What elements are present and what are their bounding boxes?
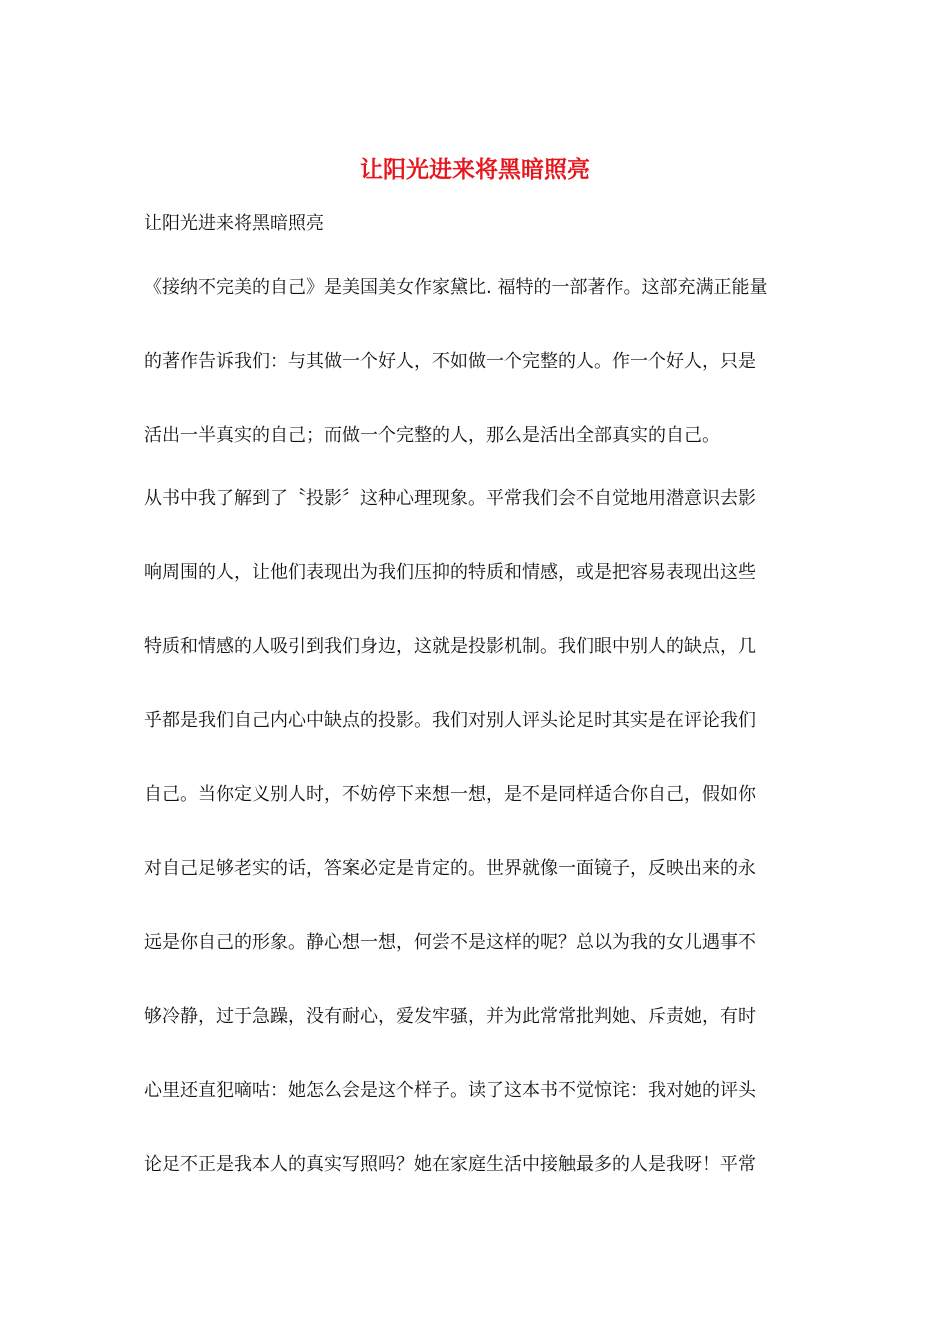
body-line: 对自己足够老实的话，答案必定是肯定的。世界就像一面镜子，反映出来的永 [144, 858, 756, 879]
body-line: 乎都是我们自己内心中缺点的投影。我们对别人评头论足时其实是在评论我们 [144, 710, 756, 731]
body-line: 《接纳不完美的自己》是美国美女作家黛比. 福特的一部著作。这部充满正能量 [144, 277, 768, 298]
body-line: 自己。当你定义别人时，不妨停下来想一想，是不是同样适合你自己，假如你 [144, 784, 756, 805]
body-line: 特质和情感的人吸引到我们身边，这就是投影机制。我们眼中别人的缺点，几 [144, 636, 756, 657]
body-line: 论足不正是我本人的真实写照吗？她在家庭生活中接触最多的人是我呀！平常 [144, 1154, 756, 1175]
body-line: 远是你自己的形象。静心想一想，何尝不是这样的呢？总以为我的女儿遇事不 [144, 932, 756, 953]
body-line: 心里还直犯嘀咕：她怎么会是这个样子。读了这本书不觉惊诧：我对她的评头 [144, 1080, 756, 1101]
body-line: 够冷静，过于急躁，没有耐心，爱发牢骚，并为此常常批判她、斥责她，有时 [144, 1006, 756, 1027]
body-line: 从书中我了解到了〝投影〞这种心理现象。平常我们会不自觉地用潜意识去影 [144, 488, 756, 509]
body-line: 响周围的人，让他们表现出为我们压抑的特质和情感，或是把容易表现出这些 [144, 562, 756, 583]
body-line: 活出一半真实的自己；而做一个完整的人，那么是活出全部真实的自己。 [144, 425, 720, 446]
document-subtitle: 让阳光进来将黑暗照亮 [144, 213, 324, 234]
body-line: 的著作告诉我们：与其做一个好人，不如做一个完整的人。作一个好人，只是 [144, 351, 756, 372]
document-title: 让阳光进来将黑暗照亮 [360, 156, 590, 183]
